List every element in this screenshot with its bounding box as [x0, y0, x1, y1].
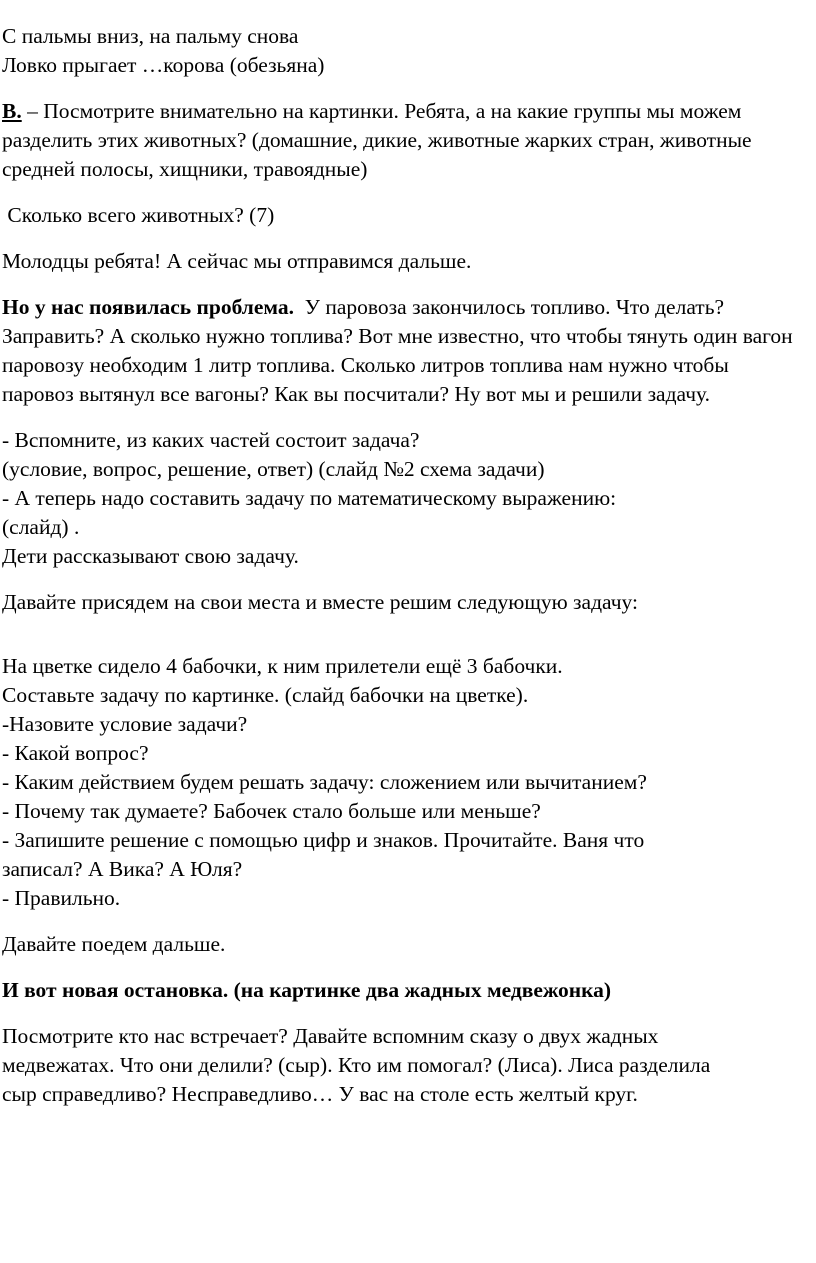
butterflies-task: [2, 652, 816, 913]
go-on-text: Давайте поедем дальше.: [2, 932, 226, 956]
sit-down: [2, 588, 816, 617]
task-parts-line-1: - Вспомните, из каких частей состоит задача?: [2, 428, 420, 452]
sit-down-text: Давайте присядем на свои места и вместе решим следующую задачу:: [2, 590, 638, 614]
problem-text: У паровоза закончилось топливо. Что делать? Заправить? А сколько нужно топлива? Вот мне известно, что чтобы тянуть один вагон паровозу необходим 1 литр топлива. Сколько литров топлива нам нужно чтобы паровоз вытянул все вагоны? Как вы посчитали? Ну вот мы и решили задачу.: [2, 295, 799, 406]
poem-line-2: Ловко прыгает …корова (обезьяна): [2, 53, 325, 77]
butterflies-line-7a: - Запишите решение с помощью цифр и знаков. Прочитайте. Ваня что: [2, 828, 645, 852]
new-stop: [2, 976, 816, 1005]
butterflies-line-7b: записал? А Вика? А Юля?: [2, 857, 243, 881]
groups-text: – Посмотрите внимательно на картинки. Ребята, а на какие группы мы можем разделить этих животных? (домашние, дикие, животные жарких стран, животные средней полосы, хищники, травоядные): [2, 99, 752, 181]
praise: [2, 247, 816, 276]
task-parts-line-2: (условие, вопрос, решение, ответ) (слайд №2 схема задачи): [2, 457, 545, 481]
task-parts-line-5: Дети рассказывают свою задачу.: [2, 544, 299, 568]
bears-line-3: сыр справедливо? Несправедливо… У вас на столе есть желтый круг.: [2, 1082, 638, 1106]
butterflies-line-3: -Назовите условие задачи?: [2, 712, 248, 736]
groups-paragraph: [2, 97, 792, 184]
butterflies-line-1: На цветке сидело 4 бабочки, к ним прилетели ещё 3 бабочки.: [2, 654, 563, 678]
task-parts: [2, 426, 816, 571]
count-question: [2, 201, 816, 230]
problem-heading: Но у нас появилась проблема.: [2, 295, 295, 319]
butterflies-line-6: - Почему так думаете? Бабочек стало больше или меньше?: [2, 799, 541, 823]
butterflies-line-8: - Правильно.: [2, 886, 121, 910]
poem: [2, 22, 816, 80]
praise-text: Молодцы ребята! А сейчас мы отправимся дальше.: [2, 249, 472, 273]
problem-paragraph: [2, 293, 802, 409]
go-on: [2, 930, 816, 959]
blank-line: [2, 617, 816, 646]
task-parts-line-4: (слайд) .: [2, 515, 80, 539]
new-stop-heading: И вот новая остановка. (на картинке два жадных медвежонка): [2, 978, 612, 1002]
butterflies-line-5: - Каким действием будем решать задачу: сложением или вычитанием?: [2, 770, 647, 794]
bears-paragraph: [2, 1022, 816, 1109]
poem-line-1: С пальмы вниз, на пальму снова: [2, 24, 299, 48]
bears-line-2: медвежатах. Что они делили? (сыр). Кто им помогал? (Лиса). Лиса разделила: [2, 1053, 711, 1077]
butterflies-line-4: - Какой вопрос?: [2, 741, 149, 765]
speaker-label: В.: [2, 99, 22, 123]
count-question-text: Сколько всего животных? (7): [2, 203, 275, 227]
task-parts-line-3: - А теперь надо составить задачу по математическому выражению:: [2, 486, 617, 510]
butterflies-line-2: Составьте задачу по картинке. (слайд бабочки на цветке).: [2, 683, 529, 707]
bears-line-1: Посмотрите кто нас встречает? Давайте вспомним сказу о двух жадных: [2, 1024, 659, 1048]
